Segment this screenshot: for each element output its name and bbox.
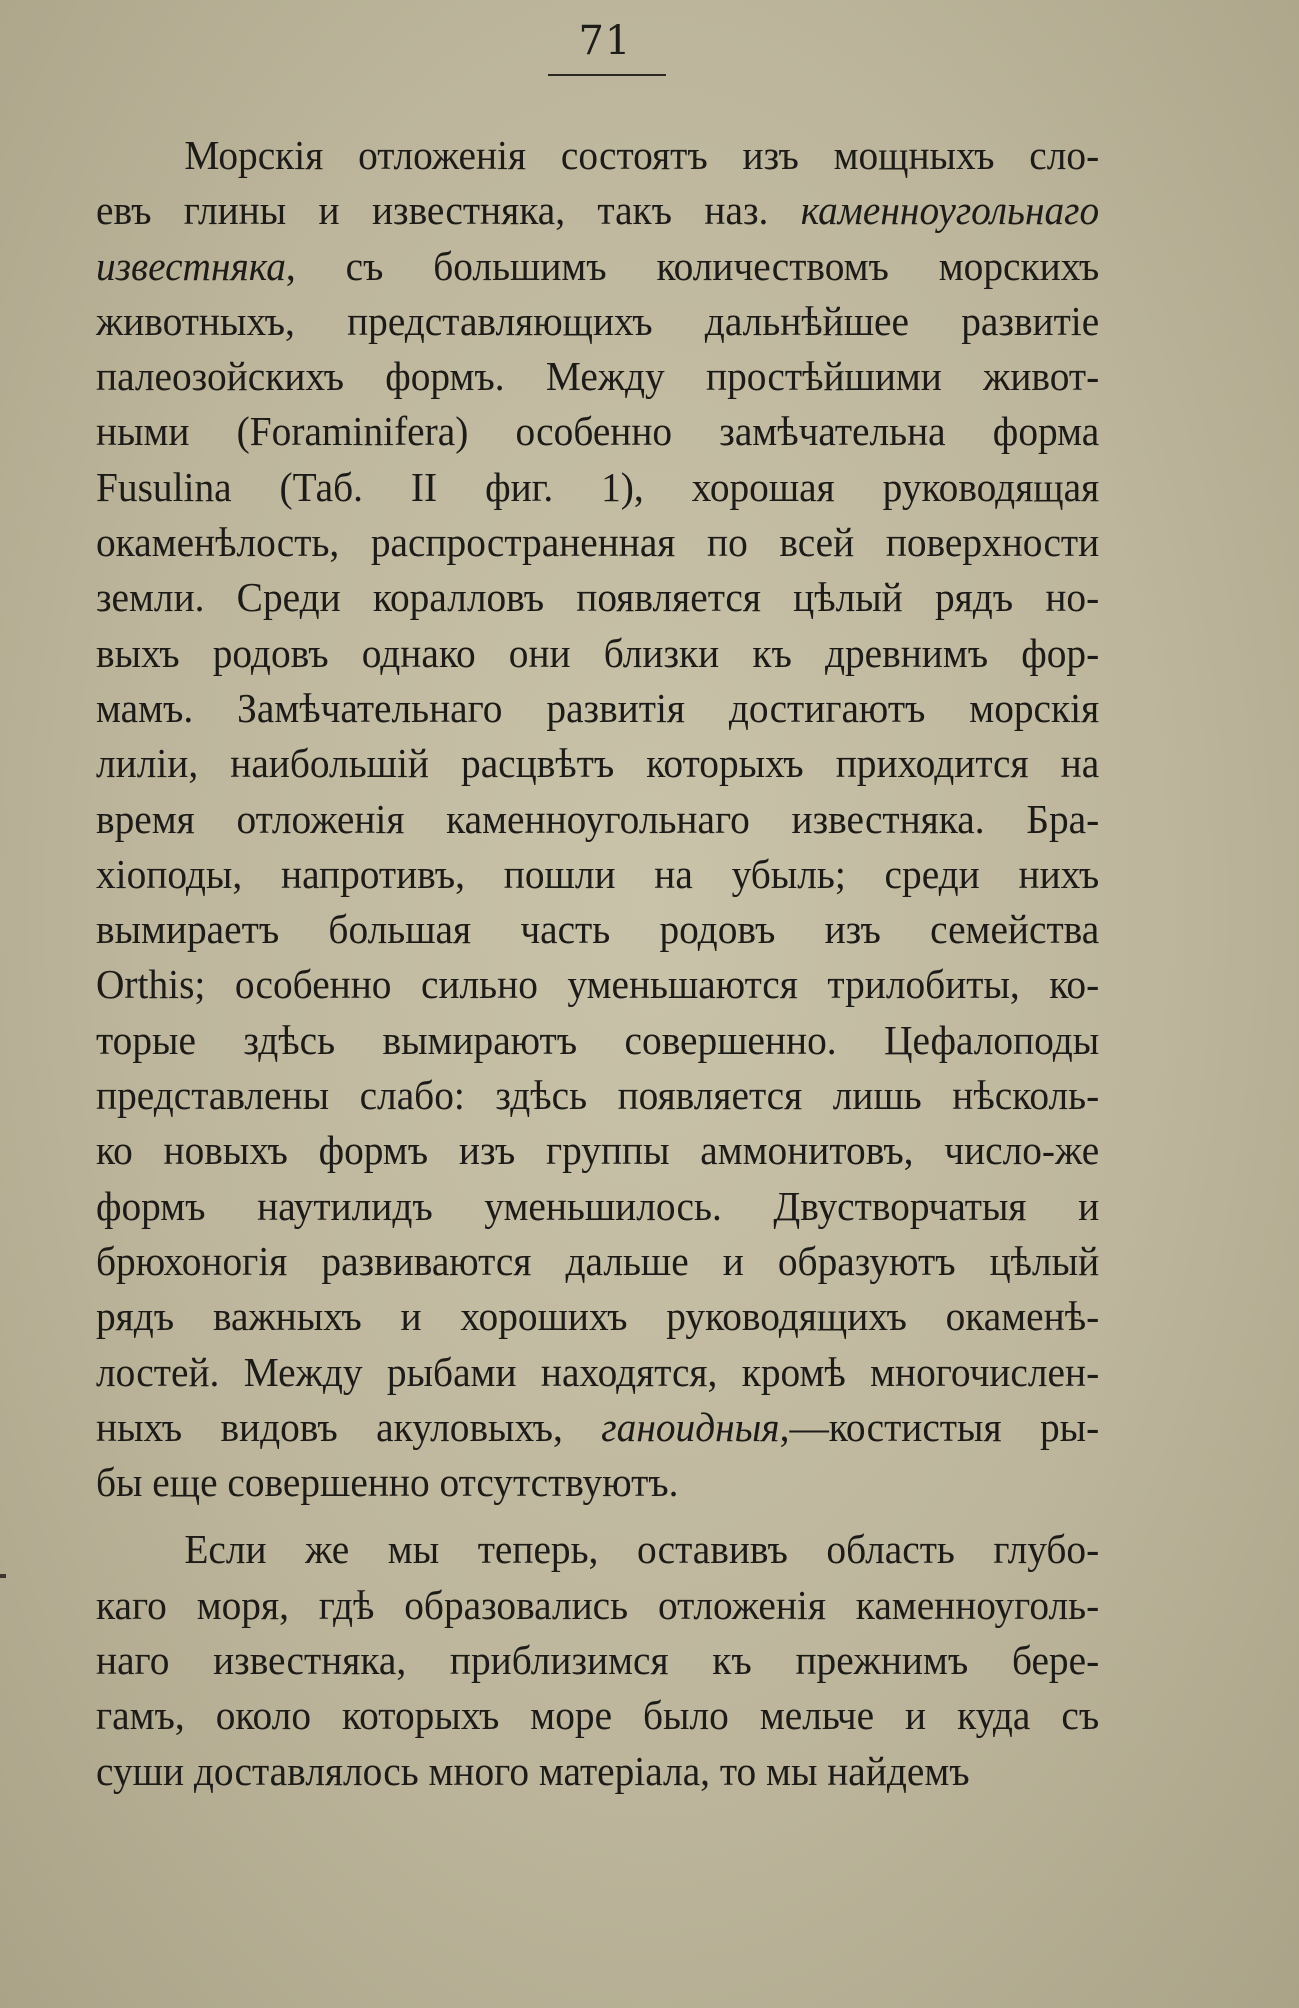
text-line: [96, 1289, 1099, 1344]
text-line: [96, 460, 1099, 515]
text-line: [96, 183, 1099, 238]
text-line: [96, 1578, 1099, 1633]
text-line: [96, 1123, 1099, 1178]
text-line: [96, 1234, 1099, 1289]
text-segment: наго известняка, приблизимся къ прежнимъ бере-: [96, 1637, 1100, 1684]
text-line: [96, 736, 1099, 791]
text-line: [96, 1688, 1099, 1743]
text-line: [96, 1522, 1099, 1577]
text-segment: Fusulina (Таб. II фиг. 1), хорошая руководящая: [96, 463, 1100, 510]
italic-term: ганоидныя: [601, 1403, 780, 1450]
text-segment: ,—костистыя ры-: [779, 1403, 1100, 1450]
text-line: [96, 1179, 1099, 1234]
text-segment: брюхоногія развиваются дальше и образуютъ цѣлый: [96, 1237, 1100, 1284]
text-segment: лостей. Между рыбами находятся, кромѣ многочислен-: [96, 1348, 1100, 1395]
text-segment: , съ большимъ количествомъ морскихъ: [285, 242, 1100, 289]
text-segment: Морскія отложенія состоятъ изъ мощныхъ сло-: [184, 132, 1100, 178]
text-segment: мамъ. Замѣчательнаго развитія достигаютъ морскія: [96, 684, 1100, 731]
text-segment: Если же мы теперь, оставивъ область глубо-: [184, 1526, 1100, 1573]
text-segment: животныхъ, представляющихъ дальнѣйшее развитіе: [96, 297, 1100, 344]
text-segment: евъ глины и известняка, такъ наз.: [96, 187, 801, 234]
text-line: [96, 128, 1099, 183]
paragraph-1: [96, 128, 1099, 1510]
text-line: [96, 349, 1099, 404]
text-segment: выхъ родовъ однако они близки къ древнимъ фор-: [96, 629, 1100, 676]
text-line: [96, 1455, 1099, 1510]
text-segment: земли. Среди коралловъ появляется цѣлый рядъ но-: [96, 574, 1100, 621]
text-segment: формъ наутилидъ уменьшилось. Двустворчатыя и: [96, 1182, 1100, 1229]
text-line: [96, 792, 1099, 847]
text-line: [96, 1013, 1099, 1068]
text-segment: окаменѣлость, распространенная по всей поверхности: [96, 519, 1100, 566]
paragraph-gap: [96, 1510, 1099, 1522]
text-segment: ко новыхъ формъ изъ группы аммонитовъ, число-же: [96, 1127, 1100, 1174]
text-line: [96, 1400, 1099, 1455]
text-segment: лиліи, наибольшій расцвѣтъ которыхъ приходится на: [96, 740, 1100, 787]
italic-term: каменноугольнаго: [800, 187, 1100, 234]
text-segment: палеозойскихъ формъ. Между простѣйшими живот-: [96, 353, 1100, 400]
margin-mark: [0, 1574, 6, 1578]
text-line: [96, 1345, 1099, 1400]
text-line: [96, 847, 1099, 902]
text-line: [96, 1744, 1099, 1799]
text-segment: суши доставлялось много матеріала, то мы найдемъ: [96, 1747, 970, 1794]
text-line: [96, 681, 1099, 736]
text-line: [96, 515, 1099, 570]
text-line: [96, 1068, 1099, 1123]
text-segment: вымираетъ большая часть родовъ изъ семейства: [96, 906, 1100, 953]
text-segment: каго моря, гдѣ образовались отложенія каменноуголь-: [96, 1581, 1100, 1628]
text-segment: рядъ важныхъ и хорошихъ руководящихъ окаменѣ-: [96, 1293, 1100, 1340]
text-line: [96, 570, 1099, 625]
text-segment: торые здѣсь вымираютъ совершенно. Цефалоподы: [96, 1016, 1100, 1063]
text-segment: бы еще совершенно отсутствуютъ.: [96, 1459, 679, 1506]
page-number-rule: [548, 74, 666, 76]
text-line: [96, 957, 1099, 1012]
text-line: [96, 294, 1099, 349]
text-segment: хіоподы, напротивъ, пошли на убыль; среди нихъ: [96, 850, 1100, 897]
text-segment: ными (Foraminifera) особенно замѣчательна форма: [96, 408, 1100, 455]
italic-term: известняка: [96, 242, 286, 289]
text-line: [96, 902, 1099, 957]
text-segment: представлены слабо: здѣсь появляется лишь нѣсколь-: [96, 1072, 1100, 1119]
text-line: [96, 239, 1099, 294]
text-line: [96, 626, 1099, 681]
text-segment: ныхъ видовъ акуловыхъ,: [96, 1403, 602, 1450]
body-text: [96, 128, 1099, 1799]
text-segment: гамъ, около которыхъ море было мельче и куда съ: [96, 1692, 1100, 1739]
page-number: 71: [578, 18, 632, 64]
text-segment: Orthis; особенно сильно уменьшаются трилобиты, ко-: [96, 961, 1100, 1008]
text-segment: время отложенія каменноугольнаго известняка. Бра-: [96, 795, 1100, 842]
text-line: [96, 404, 1099, 459]
paragraph-2: [96, 1522, 1099, 1798]
text-line: [96, 1633, 1099, 1688]
